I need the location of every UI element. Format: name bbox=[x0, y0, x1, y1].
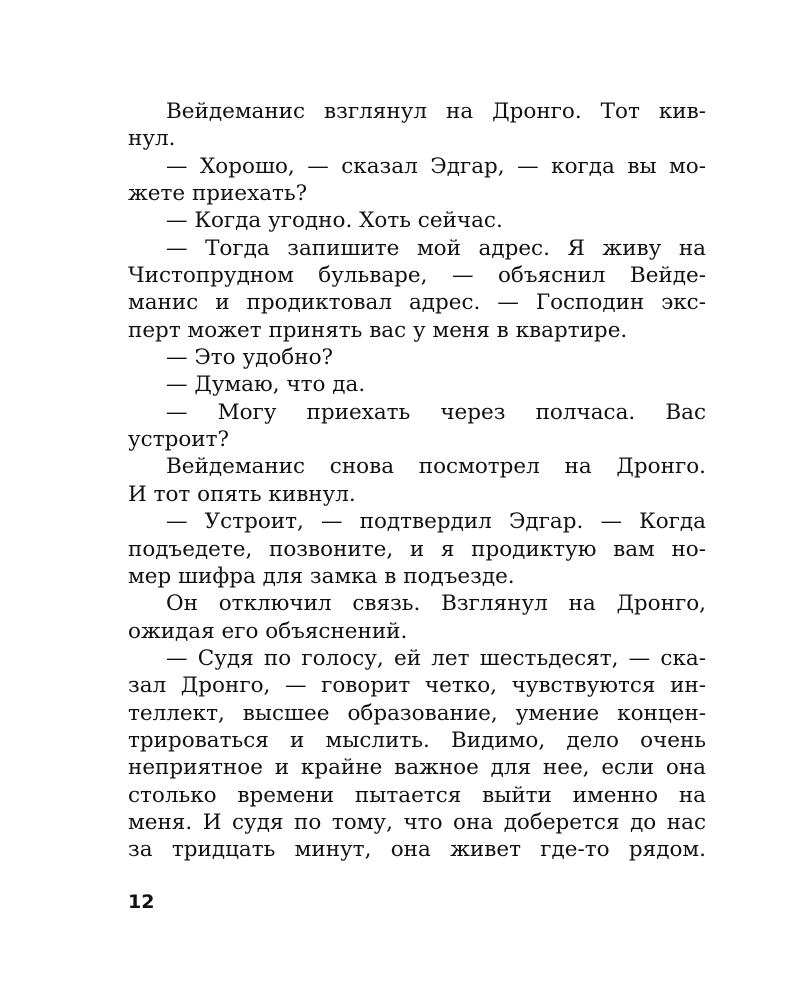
text-line: — Могу приехать через полчаса. Вас bbox=[166, 399, 706, 425]
text-line: трироваться и мыслить. Видимо, дело очень bbox=[128, 727, 706, 753]
text-line: перт может принять вас у меня в квартире. bbox=[128, 317, 628, 343]
text-line: Вейдеманис взглянул на Дронго. Тот кив- bbox=[166, 99, 706, 124]
text-line: устроит? bbox=[128, 427, 230, 453]
text-line: жете приехать? bbox=[128, 181, 308, 207]
text-line: зал Дронго, — говорит четко, чувствуются ин- bbox=[128, 673, 706, 699]
text-line: Он отключил связь. Взглянул на Дронго, bbox=[166, 591, 706, 617]
text-line: мер шифра для замка в подъезде. bbox=[128, 563, 515, 589]
text-line: Чистопрудном бульваре, — объяснил Вейде- bbox=[128, 263, 706, 289]
text-line: — Когда угодно. Хоть сейчас. bbox=[166, 208, 503, 234]
page-number: 12 bbox=[128, 891, 155, 913]
text-line: ожидая его объяснений. bbox=[128, 618, 408, 644]
text-line: за тридцать минут, она живет где-то рядом. bbox=[128, 837, 706, 863]
text-line: — Это удобно? bbox=[166, 345, 334, 371]
text-line: меня. И судя по тому, что она доберется до нас bbox=[128, 809, 706, 835]
text-line: — Думаю, что да. bbox=[166, 372, 366, 398]
text-line: — Тогда запишите мой адрес. Я живу на bbox=[166, 235, 706, 261]
text-line: теллект, высшее образование, умение концен- bbox=[128, 700, 706, 726]
text-line: — Судя по голосу, ей лет шестьдесят, — ска- bbox=[166, 645, 706, 671]
text-line: — Устроит, — подтвердил Эдгар. — Когда bbox=[166, 509, 706, 535]
text-line: подъедете, позвоните, и я продиктую вам но- bbox=[128, 536, 706, 562]
text-line: неприятное и крайне важное для нее, если она bbox=[128, 755, 706, 781]
text-line: И тот опять кивнул. bbox=[128, 481, 356, 507]
text-line: Вейдеманис снова посмотрел на Дронго. bbox=[166, 454, 706, 480]
text-line: манис и продиктовал адрес. — Господин экс- bbox=[128, 290, 706, 316]
text-line: нул. bbox=[128, 126, 176, 152]
book-page-text bbox=[128, 98, 706, 864]
text-line: — Хорошо, — сказал Эдгар, — когда вы мо- bbox=[166, 153, 706, 179]
text-line: столько времени пытается выйти именно на bbox=[128, 782, 706, 808]
